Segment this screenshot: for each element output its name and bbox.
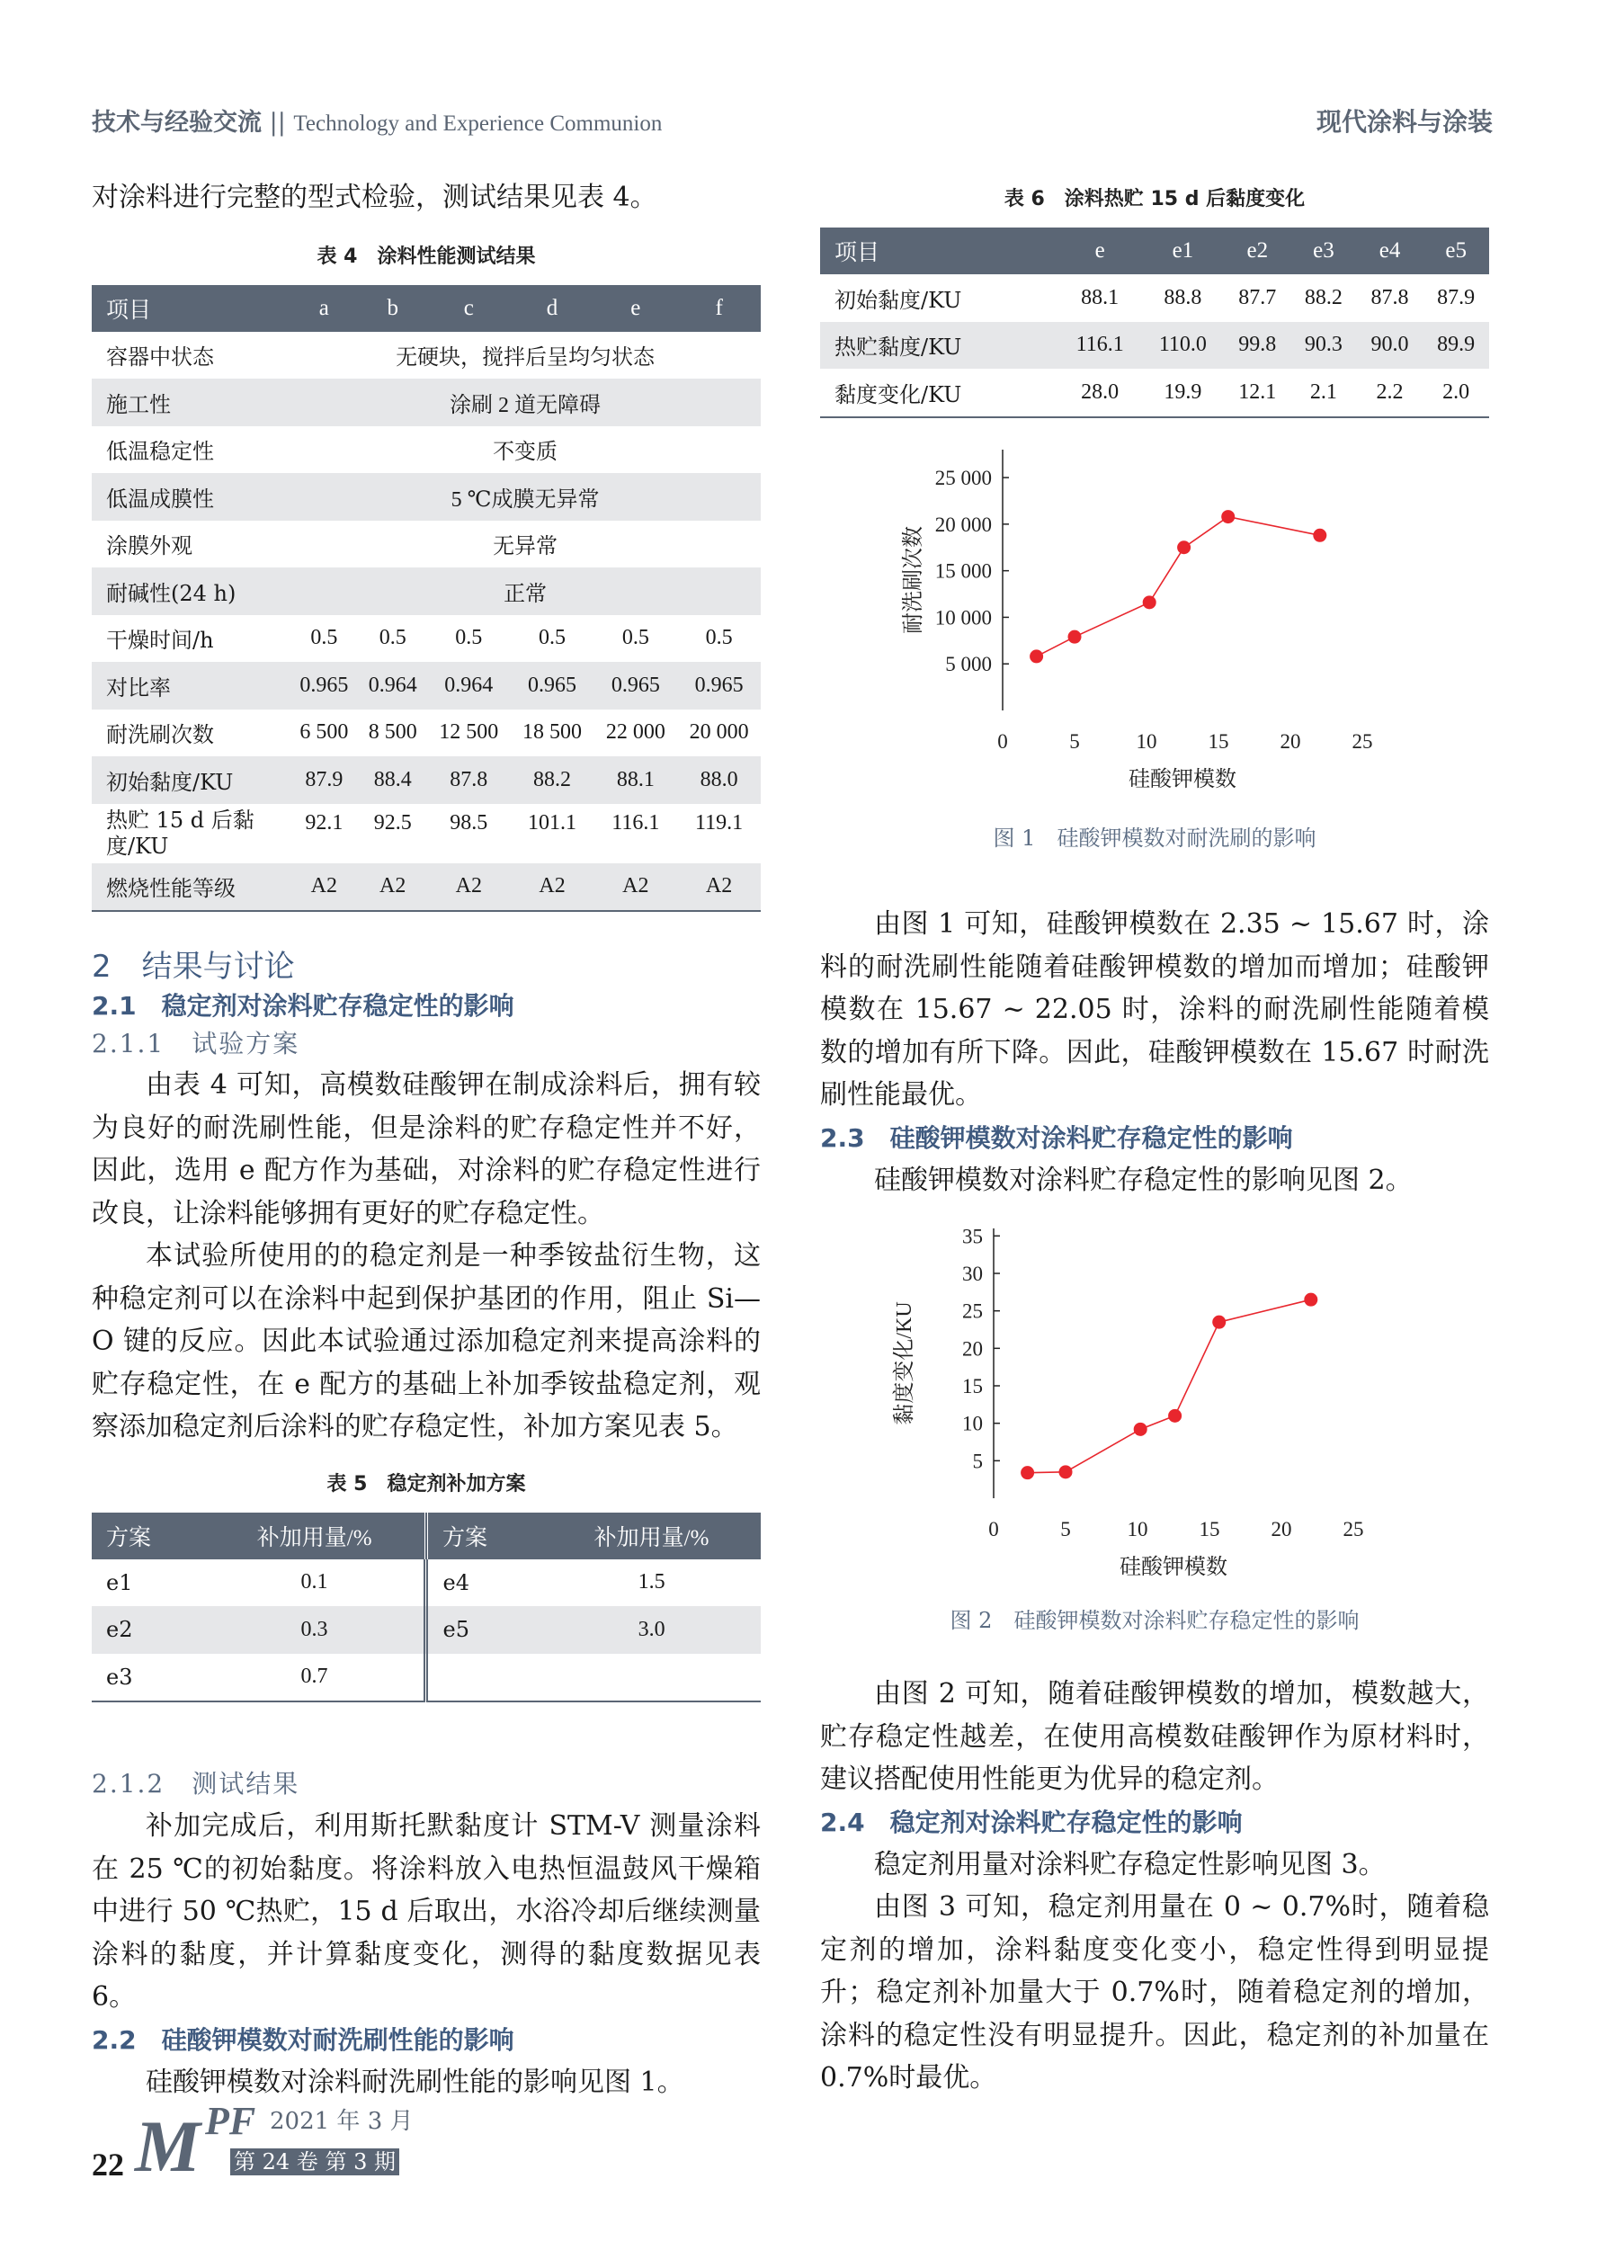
table4-row	[92, 567, 761, 615]
table6-header-cell: e4	[1357, 228, 1423, 274]
table6-header-cell: e2	[1224, 228, 1290, 274]
table6-cell: 88.8	[1164, 285, 1202, 309]
table6-row-label: 黏度变化/KU	[820, 369, 1058, 417]
table4-cell: 88.0	[677, 756, 761, 804]
table4-merged-cell: 无异常	[493, 535, 558, 559]
table4-cell: A2	[359, 863, 427, 912]
table4-row	[92, 615, 761, 663]
table4-cell: A2	[593, 863, 677, 912]
y-tick-label: 10 000	[934, 606, 992, 630]
table6-row	[820, 274, 1489, 322]
x-tick-label: 0	[988, 1518, 999, 1540]
table4-row-label: 初始黏度/KU	[92, 756, 290, 804]
table6-header-cell: e5	[1423, 228, 1489, 274]
x-tick-label: 10	[1127, 1518, 1148, 1540]
table4-row	[92, 521, 761, 568]
table6-cell: 87.8	[1370, 285, 1409, 309]
data-point	[1221, 510, 1235, 523]
table4-cell: 92.5	[373, 810, 412, 835]
x-tick-label: 20	[1271, 1518, 1292, 1540]
section-2-heading: 2 结果与讨论	[92, 949, 295, 985]
table4-cell: 116.1	[611, 810, 660, 835]
y-tick-label: 25 000	[934, 467, 992, 490]
data-point	[1021, 1466, 1034, 1479]
table4-row	[92, 710, 761, 757]
table6-header-cell: e1	[1141, 228, 1224, 274]
table6	[820, 228, 1489, 418]
table4-caption: 表 4 涂料性能测试结果	[317, 245, 536, 268]
table5-cell: 0.3	[204, 1606, 426, 1654]
section-2-4-heading: 2.4 稳定剂对涂料贮存稳定性的影响	[820, 1807, 1243, 1837]
table5-row	[92, 1606, 761, 1654]
table4-header-cell: a	[290, 285, 358, 332]
table4-row-label: 燃烧性能等级	[92, 863, 290, 912]
right-column-top	[820, 183, 1489, 418]
left-column-bottom	[92, 1763, 761, 2103]
data-point	[1059, 1465, 1073, 1478]
x-tick-label: 10	[1136, 730, 1157, 753]
data-point	[1313, 529, 1326, 542]
y-axis-label: 耐洗刷次数	[902, 526, 925, 634]
x-tick-label: 25	[1352, 730, 1373, 753]
table5-cell: 0.1	[204, 1559, 426, 1607]
section-2-1-2-heading: 2.1.2 测试结果	[92, 1769, 300, 1799]
table5	[92, 1513, 761, 1703]
data-point	[1212, 1316, 1226, 1329]
table5-cell: e5	[426, 1606, 542, 1654]
y-tick-label: 35	[962, 1225, 983, 1248]
x-tick-label: 15	[1208, 730, 1229, 753]
table4-cell: 98.5	[450, 810, 488, 835]
table4-cell: 88.4	[359, 756, 427, 804]
table4-row-label: 低温成膜性	[92, 473, 290, 521]
table5-cell: e4	[442, 1569, 469, 1595]
table4-row	[92, 379, 761, 426]
table6-cell: 19.9	[1141, 369, 1224, 417]
table4-merged-cell: 无硬块，搅拌后呈均匀状态	[396, 346, 656, 371]
table4-row-label: 耐洗刷次数	[106, 722, 214, 748]
intro-paragraph: 对涂料进行完整的型式检验，测试结果见表 4。	[92, 182, 657, 213]
table5-cell: e2	[92, 1606, 204, 1654]
paragraph-8: 稳定剂用量对涂料贮存稳定性影响见图 3。	[874, 1848, 1386, 1880]
table6-cell: 88.2	[1304, 285, 1343, 309]
table4-row	[92, 473, 761, 521]
table4	[92, 285, 761, 913]
y-tick-label: 30	[962, 1263, 983, 1285]
issue-date: 2021 年 3 月	[270, 2108, 414, 2135]
table4-header-cell: d	[511, 285, 594, 332]
table4-row-label: 涂膜外观	[106, 533, 192, 559]
paragraph-5: 由图 1 可知，硅酸钾模数在 2.35 ~ 15.67 时，涂料的耐洗刷性能随着硅酸钾模数的增加而增加；硅酸钾模数在 15.67 ~ 22.05 时，涂料的耐洗刷性能随着模数的增加有所下降。因此，硅酸钾模数在 15.67 时耐洗刷性能最优。	[820, 908, 1489, 1111]
table4-row	[92, 756, 761, 804]
x-tick-label: 20	[1280, 730, 1301, 753]
figure-2-caption: 图 2 硅酸钾模数对涂料贮存稳定性的影响	[950, 1608, 1360, 1633]
table4-cell: A2	[290, 863, 358, 912]
table4-cell: 92.1	[305, 810, 344, 835]
table6-cell: 116.1	[1058, 322, 1141, 370]
table4-header-cell: f	[677, 285, 761, 332]
table4-cell: 0.965	[511, 662, 594, 710]
y-tick-label: 15	[962, 1375, 983, 1397]
running-header-left	[92, 103, 662, 138]
table5-row	[92, 1654, 761, 1702]
header-separator: ||	[269, 109, 286, 137]
table4-row-label: 对比率	[92, 662, 290, 710]
y-axis-label: 黏度变化/KU	[893, 1301, 916, 1425]
journal-column-cn: 技术与经验交流	[92, 109, 262, 137]
series-line	[1028, 1299, 1311, 1473]
table4-cell: 0.5	[310, 626, 338, 650]
table4-cell: A2	[427, 863, 511, 912]
table5-header-cell: 补加用量/%	[542, 1513, 761, 1559]
left-column-body	[92, 946, 761, 1702]
table5-cell: e3	[92, 1654, 204, 1702]
table4-cell: 18 500	[522, 720, 583, 745]
table4-cell: 12 500	[439, 720, 499, 745]
table6-row	[820, 369, 1489, 417]
y-tick-label: 20	[962, 1337, 983, 1361]
table4-cell: A2	[511, 863, 594, 912]
table4-header-row	[92, 285, 761, 332]
paragraph-7: 由图 2 可知，随着硅酸钾模数的增加，模数越大，贮存稳定性越差，在使用高模数硅酸钾作为原材料时，建议搭配使用性能更为优异的稳定剂。	[820, 1678, 1489, 1795]
table4-row-label: 施工性	[92, 379, 290, 426]
table6-row-label: 初始黏度/KU	[834, 287, 962, 313]
section-2-1-1-heading: 2.1.1 试验方案	[92, 1029, 300, 1058]
table5-cell: 3.0	[542, 1606, 761, 1654]
table4-merged-cell: 涂刷 2 道无障碍	[290, 379, 761, 426]
table4-cell: 88.2	[511, 756, 594, 804]
table4-row	[92, 426, 761, 474]
table6-cell: 87.7	[1238, 285, 1277, 309]
table6-header-cell: e	[1058, 228, 1141, 274]
table6-cell: 110.0	[1141, 322, 1224, 370]
table6-cell: 88.1	[1081, 285, 1120, 309]
table4-cell: 0.5	[621, 626, 649, 650]
table4-cell: 101.1	[528, 810, 577, 835]
right-column-bottom	[820, 1673, 1489, 2100]
journal-name: 现代涂料与涂装	[1316, 107, 1493, 137]
data-point	[1177, 540, 1191, 554]
journal-logo-m: M	[135, 2105, 195, 2187]
table4-row	[92, 804, 761, 863]
table6-cell: 28.0	[1058, 369, 1141, 417]
table5-header-cell: 方案	[426, 1513, 542, 1559]
x-tick-label: 5	[1069, 730, 1080, 753]
data-point	[1068, 630, 1082, 644]
table6-header-cell: 项目	[820, 228, 1058, 274]
table4-cell: 88.1	[593, 756, 677, 804]
data-point	[1030, 649, 1043, 663]
table4-cell: 8 500	[368, 720, 417, 745]
journal-column-en: Technology and Experience Communion	[293, 112, 663, 136]
table6-cell: 87.9	[1437, 285, 1476, 309]
table4-cell: 0.964	[359, 662, 427, 710]
table6-row	[820, 322, 1489, 370]
table6-cell: 2.0	[1423, 369, 1489, 417]
paragraph-2: 本试验所使用的的稳定剂是一种季铵盐衍生物，这种稳定剂可以在涂料中起到保护基团的作用，阻止 Si—O 键的反应。因此本试验通过添加稳定剂来提高涂料的贮存稳定性，在 e 配方的基础上补加季铵盐稳定剂，观察添加稳定剂后涂料的贮存稳定性，补加方案见表 5。	[92, 1240, 761, 1442]
table4-header-cell: b	[359, 285, 427, 332]
paragraph-9: 由图 3 可知，稳定剂用量在 0 ~ 0.7%时，随着稳定剂的增加，涂料黏度变化变小，稳定性得到明显提升；稳定剂补加量大于 0.7%时，随着稳定剂的增加，涂料的稳定性没有明显提升。因此，稳定剂的补加量在 0.7%时最优。	[820, 1891, 1489, 2094]
section-2-2-heading: 2.2 硅酸钾模数对耐洗刷性能的影响	[92, 2024, 514, 2055]
y-tick-label: 15 000	[934, 559, 992, 583]
table4-cell: 87.8	[427, 756, 511, 804]
table4-row-label: 容器中状态	[106, 344, 214, 371]
table4-cell: 0.5	[455, 626, 483, 650]
table6-cell: 90.3	[1290, 322, 1357, 370]
table4-cell: 0.964	[427, 662, 511, 710]
left-column	[92, 176, 761, 912]
table6-caption: 表 6 涂料热贮 15 d 后黏度变化	[1004, 188, 1306, 210]
x-axis-label: 硅酸钾模数	[1129, 768, 1236, 791]
table5-header-cell: 补加用量/%	[204, 1513, 426, 1559]
table4-header-cell: 项目	[92, 285, 290, 332]
x-tick-label: 5	[1060, 1518, 1071, 1540]
table4-cell: 0.965	[677, 662, 761, 710]
table5-cell: 0.7	[204, 1654, 426, 1702]
table4-cell: 0.5	[705, 626, 733, 650]
table4-cell: 22 000	[605, 720, 665, 745]
y-tick-label: 5 000	[945, 653, 992, 676]
table4-row-label: 低温稳定性	[106, 439, 214, 465]
journal-logo-pf: PF	[205, 2099, 256, 2143]
section-2-3-heading: 2.3 硅酸钾模数对涂料贮存稳定性的影响	[820, 1122, 1293, 1153]
table5-header-row	[92, 1513, 761, 1559]
table5-cell	[426, 1654, 542, 1702]
y-tick-label: 25	[962, 1299, 983, 1323]
table4-row	[92, 863, 761, 912]
figure-1-caption: 图 1 硅酸钾模数对耐洗刷的影响	[993, 826, 1316, 851]
table4-cell: 6 500	[299, 720, 349, 745]
issue-volume: 第 24 卷 第 3 期	[230, 2148, 399, 2175]
x-tick-label: 0	[997, 730, 1008, 753]
table4-merged-cell: 5 ℃成膜无异常	[290, 473, 761, 521]
table5-cell: e1	[106, 1569, 133, 1595]
table4-row	[92, 662, 761, 710]
data-point	[1304, 1293, 1317, 1307]
paragraph-1: 由表 4 可知，高模数硅酸钾在制成涂料后，拥有较为良好的耐洗刷性能，但是涂料的贮存稳定性并不好，因此，选用 e 配方作为基础，对涂料的贮存稳定性进行改良，让涂料能够拥有更好的贮存稳定性。	[92, 1069, 761, 1229]
table4-cell: 119.1	[695, 810, 744, 835]
table6-header-row	[820, 228, 1489, 274]
table4-merged-cell: 正常	[290, 567, 761, 615]
table6-cell: 89.9	[1423, 322, 1489, 370]
table4-cell: 20 000	[689, 720, 749, 745]
page-number: 22	[92, 2147, 124, 2183]
table4-cell: 0.965	[290, 662, 358, 710]
data-point	[1143, 595, 1156, 609]
figure-2-chart	[890, 1219, 1412, 1597]
table6-cell: 2.1	[1290, 369, 1357, 417]
table6-cell: 99.8	[1224, 322, 1290, 370]
table6-cell: 2.2	[1357, 369, 1423, 417]
figure-1-chart	[863, 441, 1421, 800]
table6-cell: 90.0	[1357, 322, 1423, 370]
x-axis-label: 硅酸钾模数	[1120, 1556, 1227, 1579]
table5-row	[92, 1559, 761, 1607]
table4-header-cell: c	[427, 285, 511, 332]
table5-cell: 1.5	[638, 1570, 665, 1594]
table5-header-cell: 方案	[92, 1513, 204, 1559]
table4-row-label: 干燥时间/h	[106, 628, 214, 654]
table4-cell: 87.9	[290, 756, 358, 804]
table6-row-label: 热贮黏度/KU	[820, 322, 1058, 370]
x-tick-label: 25	[1343, 1518, 1364, 1540]
table5-cell	[542, 1654, 761, 1702]
data-point	[1134, 1423, 1147, 1436]
x-tick-label: 15	[1199, 1518, 1220, 1540]
paragraph-6: 硅酸钾模数对涂料贮存稳定性的影响见图 2。	[874, 1164, 1413, 1196]
table6-header-cell: e3	[1290, 228, 1357, 274]
table4-cell: 0.5	[379, 626, 406, 650]
right-column-mid	[820, 903, 1489, 1201]
table4-cell: 0.965	[593, 662, 677, 710]
paragraph-3: 补加完成后，利用斯托默黏度计 STM-V 测量涂料在 25 ℃的初始黏度。将涂料放入电热恒温鼓风干燥箱中进行 50 ℃热贮，15 d 后取出，水浴冷却后继续测量涂料的黏度，并计算黏度变化，测得的黏度数据见表 6。	[92, 1810, 761, 2013]
table5-caption: 表 5 稳定剂补加方案	[326, 1472, 526, 1496]
table4-header-cell: e	[593, 285, 677, 332]
data-point	[1168, 1409, 1182, 1423]
table4-row-label: 热贮 15 d 后黏度/KU	[106, 807, 254, 859]
paragraph-4: 硅酸钾模数对涂料耐洗刷性能的影响见图 1。	[146, 2066, 684, 2098]
table6-cell: 12.1	[1224, 369, 1290, 417]
table4-cell: A2	[677, 863, 761, 912]
table4-cell: 0.5	[539, 626, 567, 650]
y-tick-label: 10	[962, 1412, 983, 1435]
y-tick-label: 20 000	[934, 513, 992, 536]
table4-row	[92, 332, 761, 379]
section-2-1-heading: 2.1 稳定剂对涂料贮存稳定性的影响	[92, 991, 514, 1021]
table4-merged-cell: 不变质	[493, 441, 558, 465]
table4-row-label: 耐碱性(24 h)	[92, 567, 290, 615]
y-tick-label: 5	[972, 1450, 983, 1473]
